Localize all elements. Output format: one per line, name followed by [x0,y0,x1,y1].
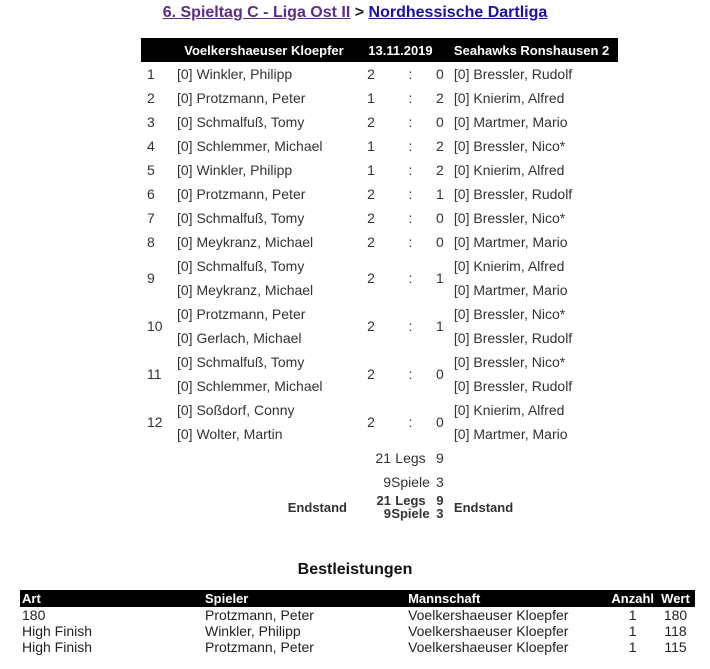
legs-summary-row [141,446,618,470]
home-score: 2 [367,186,375,202]
away-score: 2 [436,162,444,178]
best-spieler: Protzmann, Peter [204,607,314,623]
best-anzahl: 1 [628,623,637,639]
home-score: 1 [367,90,375,106]
org-link[interactable]: Nordhessische Dartliga [368,4,548,21]
endstand-legs-label: Legs [395,493,426,508]
home-player: [0] Schmalfuß, Tomy [177,258,305,274]
away-player: [0] Bressler, Rudolf [453,186,573,202]
score-colon: : [408,270,413,286]
header-blank [141,38,177,62]
best-art: High Finish [22,623,93,639]
endstand-home-label: Endstand [287,499,347,515]
home-player: [0] Gerlach, Michael [177,330,302,346]
col-mannschaft: Mannschaft [406,590,609,607]
game-row [141,158,618,182]
home-player: [0] Protzmann, Peter [177,306,306,322]
away-player: [0] Knierim, Alfred [453,258,565,274]
best-mannschaft: Voelkershaeuser Kloepfer [408,623,569,639]
away-score: 0 [436,210,444,226]
score-colon: : [408,414,413,430]
endstand-spiele-away: 3 [436,506,444,521]
score-colon: : [408,366,413,382]
away-score: 0 [436,114,444,130]
away-player: [0] Bressler, Nico* [453,138,566,154]
col-anzahl: Anzahl [611,591,655,606]
away-score: 1 [436,318,444,334]
game-row [141,302,618,326]
home-player: [0] Meykranz, Michael [177,282,314,298]
col-wert: Wert [656,590,695,607]
score-colon: : [408,138,413,154]
score-colon: : [408,318,413,334]
away-player: [0] Bressler, Rudolf [453,330,573,346]
home-score: 2 [367,366,375,382]
game-row [141,86,618,110]
best-art: 180 [22,607,46,623]
away-score: 2 [436,138,444,154]
legs-home: 21 [375,450,391,466]
home-team-header: Voelkershaeuser Kloepfer [177,38,351,62]
game-row [141,350,618,374]
home-score: 2 [367,414,375,430]
game-row [141,134,618,158]
score-colon: : [408,186,413,202]
home-player: [0] Protzmann, Peter [177,90,306,106]
home-score: 1 [367,138,375,154]
game-row [141,62,618,86]
away-player: [0] Bressler, Nico* [453,354,566,370]
game-number: 6 [147,186,155,202]
legs-away: 9 [436,450,444,466]
home-score: 2 [367,318,375,334]
game-number: 12 [147,414,163,430]
page-title [0,4,710,22]
best-anzahl: 1 [628,639,637,655]
score-colon: : [408,114,413,130]
breadcrumb-separator: > [354,4,365,21]
game-row [141,182,618,206]
game-row [141,206,618,230]
away-score: 0 [436,414,444,430]
game-number: 5 [147,162,155,178]
home-score: 2 [367,114,375,130]
endstand-spiele-label: Spiele [391,506,430,521]
game-row [141,230,618,254]
spiele-label: Spiele [391,474,430,490]
game-number: 3 [147,114,155,130]
best-performances-title: Bestleistungen [297,561,413,578]
game-number: 7 [147,210,155,226]
best-spieler: Protzmann, Peter [204,639,314,655]
score-colon: : [408,234,413,250]
col-spieler: Spieler [203,590,406,607]
home-player: [0] Schmalfuß, Tomy [177,114,305,130]
best-anzahl: 1 [628,607,637,623]
away-player: [0] Knierim, Alfred [453,402,565,418]
away-score: 2 [436,90,444,106]
score-colon: : [408,210,413,226]
endstand-spiele-home: 9 [383,506,391,521]
best-row [20,639,695,655]
away-player: [0] Bressler, Nico* [453,306,566,322]
home-player: [0] Soßdorf, Conny [177,402,295,418]
league-link[interactable]: 6. Spieltag C - Liga Ost II [162,4,351,21]
home-score: 2 [367,234,375,250]
match-header-row [141,38,618,62]
match-table [141,38,618,520]
game-row [141,398,618,422]
game-number: 9 [147,270,155,286]
endstand-legs-away: 9 [436,493,444,508]
home-player: [0] Winkler, Philipp [177,162,293,178]
home-score: 1 [367,162,375,178]
home-player: [0] Schlemmer, Michael [177,138,323,154]
away-player: [0] Martmer, Mario [453,282,568,298]
games-body [141,62,618,446]
home-score: 2 [367,210,375,226]
away-score: 0 [436,234,444,250]
endstand-row [141,494,618,520]
home-player: [0] Schmalfuß, Tomy [177,354,305,370]
away-player: [0] Bressler, Nico* [453,210,566,226]
best-wert: 118 [664,623,687,639]
away-score: 1 [436,270,444,286]
best-row [20,607,695,623]
away-player: [0] Bressler, Rudolf [453,378,573,394]
spiele-home: 9 [383,474,391,490]
away-player: [0] Martmer, Mario [453,114,568,130]
home-score: 2 [367,66,375,82]
game-number: 2 [147,90,155,106]
endstand-legs-home: 21 [376,493,391,508]
game-row [141,254,618,278]
best-art: High Finish [22,639,93,655]
away-player: [0] Knierim, Alfred [453,162,565,178]
away-player: [0] Martmer, Mario [453,426,568,442]
best-performances-table [20,590,695,655]
spiele-away: 3 [436,474,444,490]
game-number: 4 [147,138,155,154]
best-wert: 115 [664,639,687,655]
endstand-away-label: Endstand [453,499,514,515]
game-number: 1 [147,66,155,82]
match-date-header: 13.11.2019 [351,38,450,62]
score-colon: : [408,162,413,178]
home-player: [0] Schmalfuß, Tomy [177,210,305,226]
best-mannschaft: Voelkershaeuser Kloepfer [408,639,569,655]
home-player: [0] Wolter, Martin [177,426,283,442]
best-wert: 180 [663,607,688,623]
home-player: [0] Meykranz, Michael [177,234,314,250]
game-number: 8 [147,234,155,250]
home-score: 2 [367,270,375,286]
best-header-row [20,590,695,607]
away-player: [0] Knierim, Alfred [453,90,565,106]
away-player: [0] Bressler, Rudolf [453,66,573,82]
score-colon: : [408,66,413,82]
spiele-summary-row [141,470,618,494]
game-number: 11 [147,366,162,382]
away-score: 1 [436,186,444,202]
legs-label: Legs [395,450,426,466]
away-score: 0 [436,366,444,382]
away-player: [0] Martmer, Mario [453,234,568,250]
best-mannschaft: Voelkershaeuser Kloepfer [408,607,569,623]
best-row [20,623,695,639]
game-row [141,110,618,134]
home-player: [0] Winkler, Philipp [177,66,293,82]
best-body [20,607,695,655]
game-number: 10 [147,318,163,334]
best-spieler: Winkler, Philipp [204,623,301,639]
home-player: [0] Schlemmer, Michael [177,378,323,394]
score-colon: : [408,90,413,106]
home-player: [0] Protzmann, Peter [177,186,306,202]
col-art: Art [20,590,203,607]
away-team-header: Seahawks Ronshausen 2 [450,38,618,62]
away-score: 0 [436,66,444,82]
